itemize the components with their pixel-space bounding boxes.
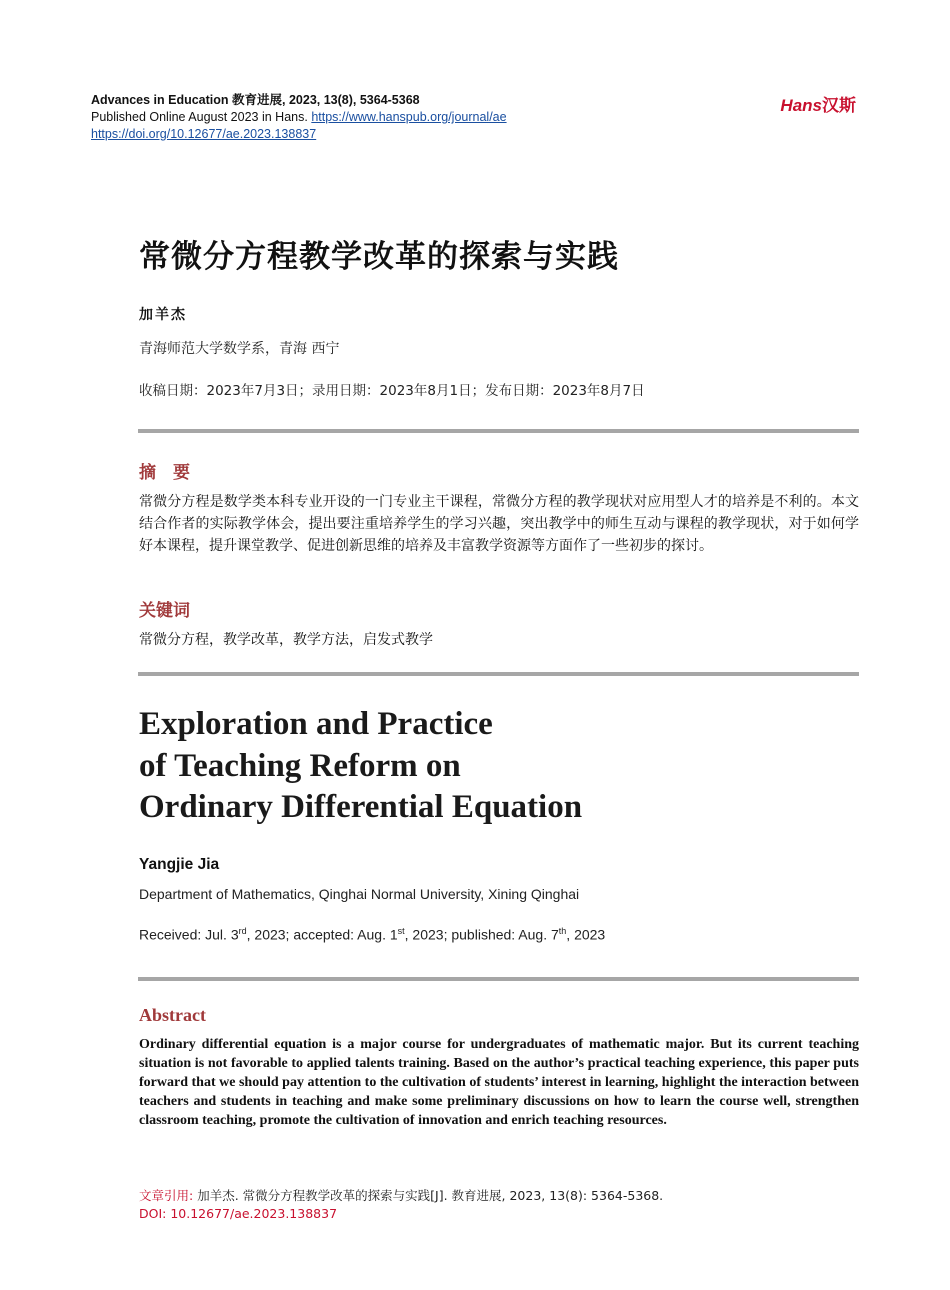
citation-label: 文章引用: xyxy=(139,1188,194,1203)
abstract-heading-chinese: 摘 要 xyxy=(139,463,190,483)
journal-name: Advances in Education xyxy=(91,93,229,107)
published-date: , 2023; published: Aug. 7 xyxy=(404,926,559,943)
keywords-heading-chinese: 关键词 xyxy=(139,601,190,621)
divider xyxy=(138,672,859,676)
title-chinese: 常微分方程教学改革的探索与实践 xyxy=(139,239,619,275)
date-suffix: st xyxy=(397,926,405,936)
dates-chinese: 收稿日期：2023年7月3日；录用日期：2023年8月1日；发布日期：2023年8月7日 xyxy=(139,383,645,399)
journal-header xyxy=(91,92,507,143)
author-english: Yangjie Jia xyxy=(139,856,220,873)
date-suffix: th xyxy=(558,926,567,936)
doi-link[interactable]: https://doi.org/10.12677/ae.2023.138837 xyxy=(91,127,317,141)
logo-text-zh: 汉斯 xyxy=(822,96,856,116)
published-online: Published Online August 2023 in Hans. xyxy=(91,110,308,124)
received-date: Received: Jul. 3 xyxy=(139,926,239,943)
abstract-chinese: 常微分方程是数学类本科专业开设的一门专业主干课程，常微分方程的教学现状对应用型人才的培养是不利的。本文结合作者的实际教学体会，提出要注重培养学生的学习兴趣，突出教学中的师生互动与课程的教学现状，对于如何学好本课程，提升课堂教学、促进创新思维的培养及丰富教学资源等方面作了一些初步的探讨。 xyxy=(139,494,859,554)
abstract-heading-english: Abstract xyxy=(139,1005,206,1025)
journal-link[interactable]: https://www.hanspub.org/journal/ae xyxy=(311,110,507,124)
author-chinese: 加羊杰 xyxy=(139,307,187,323)
published-year: , 2023 xyxy=(566,926,606,943)
divider xyxy=(138,429,859,433)
citation-block xyxy=(139,1187,663,1223)
citation-doi: DOI: 10.12677/ae.2023.138837 xyxy=(139,1206,338,1221)
title-english-line: Exploration and Practice xyxy=(139,706,493,742)
date-suffix: rd xyxy=(238,926,247,936)
abstract-english: Ordinary differential equation is a major course for undergraduates of mathematic major. But its current teaching situation is not favorable to applied talents training. Based on the author’s practical teaching experience, this paper puts forward that we should pay attention to the cultivation of students’ interest in learning, highlight the interaction between teachers and students in teaching and make some preliminary discussions on how to learn the course well, strengthen classroom teaching, promote the cultivation of innovation and enrich teaching resources. xyxy=(139,1037,859,1128)
journal-volume-cn: 教育进展, 2023, 13(8), 5364-5368 xyxy=(232,93,420,107)
dates-english xyxy=(139,926,605,943)
citation-text: 加羊杰. 常微分方程教学改革的探索与实践[J]. 教育进展, 2023, 13(8): 5364-5368. xyxy=(197,1188,664,1203)
affiliation-english: Department of Mathematics, Qinghai Normal University, Xining Qinghai xyxy=(139,886,580,902)
title-english-line: Ordinary Differential Equation xyxy=(139,789,583,825)
keywords-chinese: 常微分方程，教学改革，教学方法，启发式教学 xyxy=(139,632,433,648)
affiliation-chinese: 青海师范大学数学系，青海 西宁 xyxy=(139,341,340,357)
title-english-line: of Teaching Reform on xyxy=(139,747,461,784)
divider xyxy=(138,977,859,981)
hans-logo xyxy=(780,91,856,116)
title-english xyxy=(139,704,582,829)
logo-text-en: Hans xyxy=(780,96,822,115)
accepted-date: , 2023; accepted: Aug. 1 xyxy=(246,926,398,943)
